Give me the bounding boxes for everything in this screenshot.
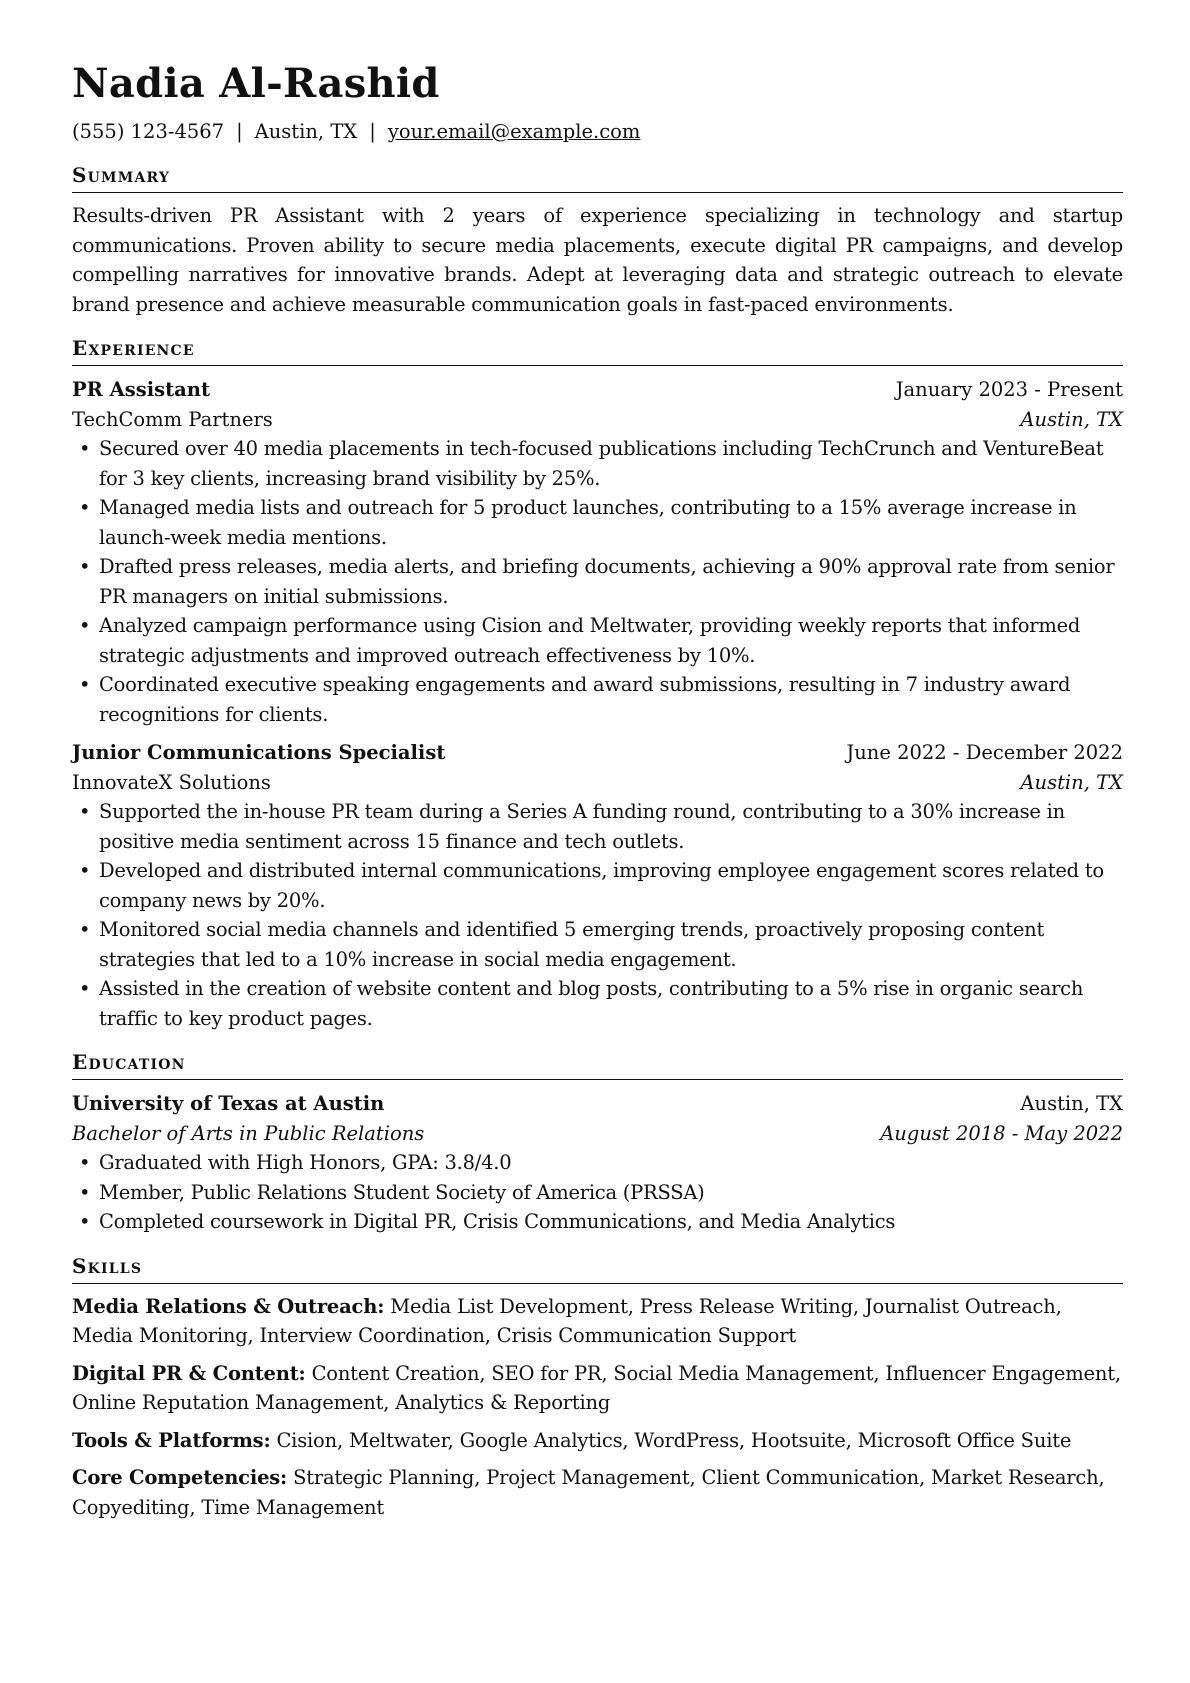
job-bullets: [72, 434, 1123, 729]
job-company: TechComm Partners: [72, 407, 273, 431]
list-item: • Managed media lists and outreach for 5 product launches, contributing to a 15% average increase in launch-week media mentions.: [72, 493, 1123, 552]
job-dates: January 2023 - Present: [895, 378, 1123, 401]
experience-entry: [72, 738, 1123, 1033]
skill-group-items: Cision, Meltwater, Google Analytics, WordPress, Hootsuite, Microsoft Office Suite: [276, 1428, 1072, 1452]
section-title-skills: Skills: [72, 1251, 1123, 1284]
list-item: • Graduated with High Honors, GPA: 3.8/4.0: [72, 1148, 1123, 1178]
contact-line: [72, 118, 1123, 146]
job-company: InnovateX Solutions: [72, 770, 271, 794]
phone-number: (555) 123-4567: [72, 120, 225, 143]
list-item: • Assisted in the creation of website content and blog posts, contributing to a 5% rise in organic search traffic to key product pages.: [72, 974, 1123, 1033]
section-title-education: Education: [72, 1047, 1123, 1080]
education-bullets: [72, 1148, 1123, 1237]
education-dates: August 2018 - May 2022: [880, 1121, 1123, 1145]
skill-group-label: Digital PR & Content:: [72, 1361, 306, 1385]
skill-group-items: Content Creation, SEO for PR, Social Media Management, Influencer Engagement, Online Reputation Management, Analytics & Reporting: [72, 1361, 1121, 1414]
skill-group-label: Tools & Platforms:: [72, 1428, 271, 1452]
job-role: Junior Communications Specialist: [72, 741, 446, 764]
skill-group-label: Media Relations & Outreach:: [72, 1294, 385, 1318]
job-location: Austin, TX: [1020, 407, 1123, 431]
skill-group-items: Media List Development, Press Release Writing, Journalist Outreach, Media Monitoring, Interview Coordination, Crisis Communication Support: [72, 1294, 1062, 1347]
experience-entry: [72, 375, 1123, 729]
list-item: • Developed and distributed internal communications, improving employee engagement scores related to company news by 20%.: [72, 856, 1123, 915]
skill-group-items: Strategic Planning, Project Management, Client Communication, Market Research, Copyediting, Time Management: [72, 1466, 1105, 1519]
list-item: • Drafted press releases, media alerts, and briefing documents, achieving a 90% approval rate from senior PR managers on initial submissions.: [72, 552, 1123, 611]
school-name: University of Texas at Austin: [72, 1092, 385, 1115]
job-dates: June 2022 - December 2022: [846, 741, 1123, 764]
skill-group: [72, 1426, 1123, 1456]
skill-group-label: Core Competencies:: [72, 1466, 288, 1489]
list-item: • Monitored social media channels and identified 5 emerging trends, proactively proposing content strategies that led to a 10% increase in social media engagement.: [72, 915, 1123, 974]
contact-location: Austin, TX: [254, 120, 358, 143]
list-item: • Secured over 40 media placements in tech-focused publications including TechCrunch and VentureBeat for 3 key clients, increasing brand visibility by 25%.: [72, 434, 1123, 493]
candidate-name: Nadia Al-Rashid: [72, 60, 440, 107]
job-role: PR Assistant: [72, 378, 210, 401]
education-entry: [72, 1089, 1123, 1237]
skill-group: [72, 1359, 1123, 1418]
list-item: • Coordinated executive speaking engagements and award submissions, resulting in 7 industry award recognitions for clients.: [72, 670, 1123, 729]
job-bullets: [72, 797, 1123, 1033]
section-title-summary: Summary: [72, 160, 1123, 193]
summary-text: Results-driven PR Assistant with 2 years of experience specializing in technology and startup communications. Proven ability to secure media placements, execute digital PR campaigns, and develop compelling narratives for innovative brands. Adept at leveraging data and strategic outreach to elevate brand presence and achieve measurable communication goals in fast-paced environments.: [72, 204, 1123, 316]
section-title-experience: Experience: [72, 333, 1123, 366]
contact-separator: |: [236, 120, 243, 143]
email-link[interactable]: your.email@example.com: [387, 120, 641, 143]
job-location: Austin, TX: [1020, 770, 1123, 794]
list-item: • Member, Public Relations Student Society of America (PRSSA): [72, 1178, 1123, 1208]
list-item: • Completed coursework in Digital PR, Crisis Communications, and Media Analytics: [72, 1207, 1123, 1237]
list-item: • Analyzed campaign performance using Cision and Meltwater, providing weekly reports that informed strategic adjustments and improved outreach effectiveness by 10%.: [72, 611, 1123, 670]
degree-name: Bachelor of Arts in Public Relations: [72, 1121, 425, 1145]
school-location: Austin, TX: [1020, 1092, 1123, 1115]
list-item: • Supported the in-house PR team during a Series A funding round, contributing to a 30% increase in positive media sentiment across 15 finance and tech outlets.: [72, 797, 1123, 856]
skill-group: [72, 1463, 1123, 1522]
skill-group: [72, 1292, 1123, 1351]
contact-separator: |: [369, 120, 376, 143]
